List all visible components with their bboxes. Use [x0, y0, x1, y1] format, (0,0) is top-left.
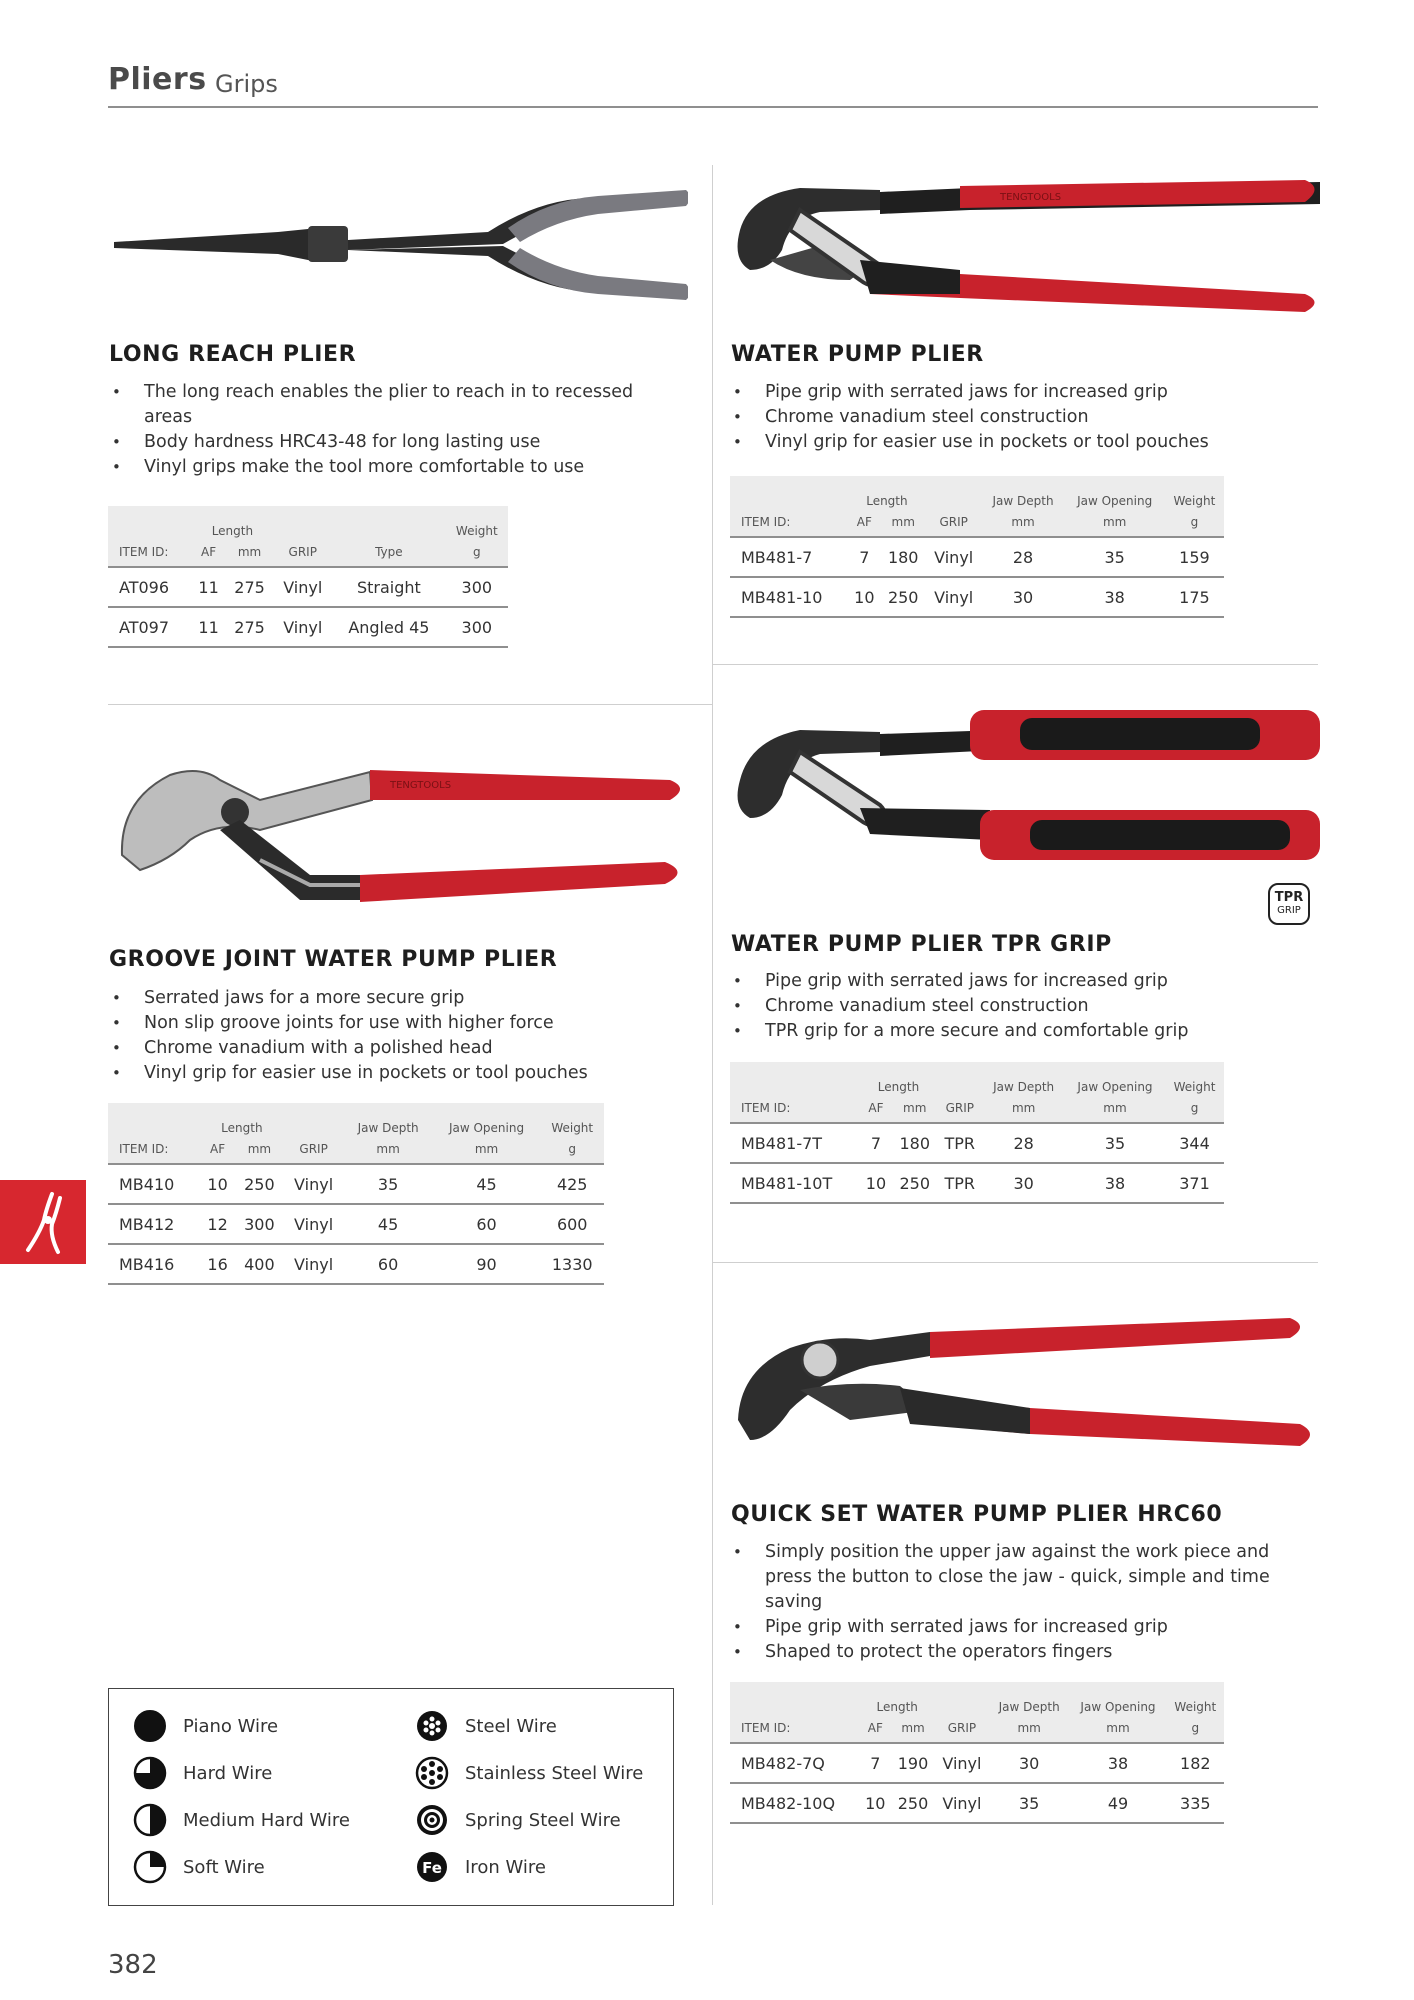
table-cell: 28	[982, 1123, 1065, 1163]
table-cell: 10	[860, 1783, 892, 1823]
badge-line: TPR	[1274, 890, 1304, 905]
hard-wire-icon	[133, 1756, 167, 1790]
table-cell: 250	[235, 1164, 284, 1204]
table-cell: MB482-10Q	[730, 1783, 860, 1823]
column-header: mm	[989, 1714, 1069, 1743]
column-header: g	[540, 1135, 604, 1164]
table-cell: 60	[433, 1204, 541, 1244]
table-cell: 60	[344, 1244, 433, 1284]
table-cell: 12	[200, 1204, 235, 1244]
feature-list-groove-joint	[110, 986, 670, 1086]
column-header: ITEM ID:	[108, 538, 191, 567]
table-row	[730, 577, 1224, 617]
section-divider	[712, 664, 1318, 665]
table-cell: Vinyl	[935, 1743, 989, 1783]
table-row	[108, 1164, 604, 1204]
column-header: mm	[235, 1135, 284, 1164]
column-header: AF	[848, 508, 881, 537]
table-cell: 45	[344, 1204, 433, 1244]
table-cell: 275	[226, 607, 274, 647]
table-cell: Vinyl	[935, 1783, 989, 1823]
badge-line: GRIP	[1277, 905, 1301, 916]
table-cell: 250	[891, 1783, 935, 1823]
feature-list-tpr-grip	[731, 969, 1301, 1044]
feature-item: • Shaped to protect the operators fingers	[731, 1640, 1301, 1665]
table-cell: 90	[433, 1244, 541, 1284]
spring-steel-wire-icon	[415, 1803, 449, 1837]
column-header: AF	[200, 1135, 235, 1164]
table-cell: 35	[1065, 1123, 1165, 1163]
column-header: AF	[860, 1714, 892, 1743]
svg-text:TENGTOOLS: TENGTOOLS	[1000, 192, 1062, 203]
spec-table-water-pump	[730, 476, 1224, 618]
tpr-grip-plier-image	[730, 700, 1320, 870]
table-cell: 600	[540, 1204, 604, 1244]
section-title-tpr-grip: WATER PUMP PLIER TPR GRIP	[731, 932, 1112, 957]
legend-item-iron-wire	[415, 1850, 546, 1884]
table-row	[730, 1123, 1224, 1163]
feature-list-quick-set	[731, 1540, 1301, 1665]
table-cell: Vinyl	[926, 577, 982, 617]
stainless-steel-wire-icon	[415, 1756, 449, 1790]
legend-label: Spring Steel Wire	[465, 1809, 621, 1831]
table-cell: Vinyl	[284, 1164, 344, 1204]
table-cell: 10	[860, 1163, 892, 1203]
column-header: mm	[1065, 508, 1165, 537]
table-cell: AT097	[108, 607, 191, 647]
section-title-water-pump: WATER PUMP PLIER	[731, 342, 984, 367]
legend-label: Iron Wire	[465, 1856, 546, 1878]
spec-table-tpr-grip	[730, 1062, 1224, 1204]
pliers-icon	[0, 1180, 86, 1264]
table-cell: 400	[235, 1244, 284, 1284]
steel-wire-icon	[415, 1709, 449, 1743]
column-header: mm	[226, 538, 274, 567]
table-cell: 7	[848, 537, 881, 577]
table-row	[108, 607, 508, 647]
table-cell: 250	[881, 577, 926, 617]
legend-item-soft-wire	[133, 1850, 265, 1884]
table-cell: 250	[892, 1163, 937, 1203]
section-title-quick-set: QUICK SET WATER PUMP PLIER HRC60	[731, 1502, 1223, 1527]
legend-label: Soft Wire	[183, 1856, 265, 1878]
feature-item: • Vinyl grip for easier use in pockets or tool pouches	[110, 1061, 670, 1086]
page-title: Pliers	[108, 62, 207, 97]
feature-item: • Vinyl grips make the tool more comfortable to use	[110, 455, 670, 480]
column-group-weight: Weight	[446, 506, 508, 538]
table-row	[108, 1244, 604, 1284]
column-header: mm	[982, 1094, 1065, 1123]
table-cell: MB416	[108, 1244, 200, 1284]
column-header: g	[1165, 508, 1224, 537]
column-header: ITEM ID:	[730, 1714, 860, 1743]
feature-item: • The long reach enables the plier to reach in to recessed areas	[110, 380, 670, 430]
table-cell: MB410	[108, 1164, 200, 1204]
table-cell: TPR	[937, 1163, 982, 1203]
column-group-length: Length	[860, 1062, 938, 1094]
tpr-grip-badge	[1268, 883, 1310, 925]
piano-wire-icon	[133, 1709, 167, 1743]
table-cell: Vinyl	[273, 567, 332, 607]
column-header: ITEM ID:	[108, 1135, 200, 1164]
table-cell: 335	[1167, 1783, 1224, 1823]
spec-table-groove-joint	[108, 1103, 604, 1285]
feature-item: • Pipe grip with serrated jaws for increased grip	[731, 1615, 1301, 1640]
table-cell: 35	[344, 1164, 433, 1204]
column-header: mm	[881, 508, 926, 537]
legend-item-stainless-steel-wire	[415, 1756, 643, 1790]
page-number: 382	[108, 1950, 158, 1980]
column-group-length: Length	[860, 1682, 935, 1714]
legend-item-medium-hard-wire	[133, 1803, 350, 1837]
column-group-jaw-opening: Jaw Opening	[1069, 1682, 1166, 1714]
soft-wire-icon	[133, 1850, 167, 1884]
groove-joint-plier-image	[110, 760, 690, 910]
table-cell: TPR	[937, 1123, 982, 1163]
table-cell: 10	[200, 1164, 235, 1204]
feature-list-long-reach	[110, 380, 670, 480]
table-row	[108, 1204, 604, 1244]
table-row	[730, 1743, 1224, 1783]
column-header: GRIP	[273, 538, 332, 567]
legend-item-hard-wire	[133, 1756, 272, 1790]
feature-list-water-pump	[731, 380, 1301, 455]
table-cell: Vinyl	[273, 607, 332, 647]
column-header: GRIP	[937, 1094, 982, 1123]
legend-item-steel-wire	[415, 1709, 557, 1743]
table-cell: 35	[989, 1783, 1069, 1823]
column-header: ITEM ID:	[730, 508, 848, 537]
column-group-jaw-depth: Jaw Depth	[989, 1682, 1069, 1714]
column-header: mm	[433, 1135, 541, 1164]
table-cell: 35	[1065, 537, 1165, 577]
table-cell: 1330	[540, 1244, 604, 1284]
legend-label: Hard Wire	[183, 1762, 273, 1784]
table-cell: 300	[235, 1204, 284, 1244]
legend-label: Piano Wire	[183, 1715, 279, 1737]
table-cell: MB481-10	[730, 577, 848, 617]
table-cell: 371	[1165, 1163, 1224, 1203]
table-cell: Vinyl	[926, 537, 982, 577]
column-header: mm	[892, 1094, 937, 1123]
page-subtitle: Grips	[215, 70, 278, 98]
column-group-weight: Weight	[1165, 1062, 1224, 1094]
long-reach-plier-image	[108, 170, 688, 320]
table-cell: 38	[1069, 1743, 1166, 1783]
section-divider	[712, 1262, 1318, 1263]
column-header: mm	[1069, 1714, 1166, 1743]
column-header: AF	[860, 1094, 892, 1123]
table-cell: 175	[1165, 577, 1224, 617]
column-header: g	[1167, 1714, 1224, 1743]
table-cell: 275	[226, 567, 274, 607]
table-cell: MB412	[108, 1204, 200, 1244]
table-cell: 28	[982, 537, 1065, 577]
column-group-length: Length	[200, 1103, 284, 1135]
table-cell: 425	[540, 1164, 604, 1204]
table-cell: 45	[433, 1164, 541, 1204]
legend-item-piano-wire	[133, 1709, 278, 1743]
feature-item: • Vinyl grip for easier use in pockets or tool pouches	[731, 430, 1301, 455]
feature-item: • Pipe grip with serrated jaws for increased grip	[731, 969, 1301, 994]
column-header: mm	[1065, 1094, 1165, 1123]
table-cell: 300	[446, 567, 508, 607]
table-cell: 182	[1167, 1743, 1224, 1783]
table-cell: MB481-10T	[730, 1163, 860, 1203]
feature-item: • Chrome vanadium with a polished head	[110, 1036, 670, 1061]
table-cell: 190	[891, 1743, 935, 1783]
table-cell: 30	[982, 577, 1065, 617]
medium-hard-wire-icon	[133, 1803, 167, 1837]
table-cell: 11	[191, 567, 225, 607]
quick-set-plier-image	[730, 1300, 1320, 1470]
column-header: g	[446, 538, 508, 567]
table-row	[730, 1163, 1224, 1203]
column-header: mm	[344, 1135, 433, 1164]
table-cell: 300	[446, 607, 508, 647]
table-cell: 11	[191, 607, 225, 647]
column-header: GRIP	[284, 1135, 344, 1164]
column-header: mm	[891, 1714, 935, 1743]
column-group-jaw-depth: Jaw Depth	[982, 476, 1065, 508]
table-row	[730, 537, 1224, 577]
table-row	[108, 567, 508, 607]
feature-item: • Serrated jaws for a more secure grip	[110, 986, 670, 1011]
column-group-weight: Weight	[540, 1103, 604, 1135]
column-group-length: Length	[191, 506, 273, 538]
table-cell: 30	[982, 1163, 1065, 1203]
section-divider	[108, 704, 712, 705]
feature-item: • Simply position the upper jaw against the work piece and press the button to close the jaw - quick, simple and time saving	[731, 1540, 1301, 1615]
column-header: Type	[332, 538, 446, 567]
column-group-length: Length	[848, 476, 926, 508]
iron-symbol: Fe	[422, 1859, 442, 1877]
section-title-long-reach: LONG REACH PLIER	[109, 342, 357, 367]
table-cell: MB482-7Q	[730, 1743, 860, 1783]
table-cell: 38	[1065, 577, 1165, 617]
column-group-weight: Weight	[1165, 476, 1224, 508]
feature-item: • Pipe grip with serrated jaws for increased grip	[731, 380, 1301, 405]
spec-table-quick-set	[730, 1682, 1224, 1824]
table-cell: 16	[200, 1244, 235, 1284]
table-cell: 38	[1065, 1163, 1165, 1203]
table-cell: 180	[881, 537, 926, 577]
spec-table-long-reach	[108, 506, 508, 648]
table-cell: 49	[1069, 1783, 1166, 1823]
feature-item: • Body hardness HRC43-48 for long lasting use	[110, 430, 670, 455]
table-cell: 344	[1165, 1123, 1224, 1163]
column-group-jaw-depth: Jaw Depth	[982, 1062, 1065, 1094]
table-cell: 7	[860, 1123, 892, 1163]
table-cell: 30	[989, 1743, 1069, 1783]
section-title-groove-joint: GROOVE JOINT WATER PUMP PLIER	[109, 947, 558, 972]
feature-item: • Chrome vanadium steel construction	[731, 405, 1301, 430]
iron-wire-icon	[415, 1850, 449, 1884]
table-cell: 7	[860, 1743, 892, 1783]
column-group-jaw-opening: Jaw Opening	[1065, 476, 1165, 508]
header-rule	[108, 106, 1318, 108]
table-cell: 159	[1165, 537, 1224, 577]
table-cell: 10	[848, 577, 881, 617]
water-pump-plier-image	[730, 170, 1320, 320]
feature-item: • Chrome vanadium steel construction	[731, 994, 1301, 1019]
column-header: g	[1165, 1094, 1224, 1123]
column-header: mm	[982, 508, 1065, 537]
table-row	[730, 1783, 1224, 1823]
table-cell: MB481-7T	[730, 1123, 860, 1163]
feature-item: • Non slip groove joints for use with higher force	[110, 1011, 670, 1036]
svg-text:TENGTOOLS: TENGTOOLS	[390, 780, 452, 791]
table-cell: AT096	[108, 567, 191, 607]
column-header: GRIP	[926, 508, 982, 537]
table-cell: Vinyl	[284, 1244, 344, 1284]
table-cell: MB481-7	[730, 537, 848, 577]
feature-item: • TPR grip for a more secure and comfortable grip	[731, 1019, 1301, 1044]
legend-label: Stainless Steel Wire	[465, 1762, 644, 1784]
column-group-jaw-opening: Jaw Opening	[1065, 1062, 1165, 1094]
table-cell: Straight	[332, 567, 446, 607]
table-cell: Vinyl	[284, 1204, 344, 1244]
table-cell: 180	[892, 1123, 937, 1163]
table-cell: Angled 45	[332, 607, 446, 647]
category-side-tab	[0, 1180, 86, 1264]
column-header: AF	[191, 538, 225, 567]
legend-item-spring-steel-wire	[415, 1803, 621, 1837]
column-group-weight: Weight	[1167, 1682, 1224, 1714]
column-header: GRIP	[935, 1714, 989, 1743]
column-divider	[712, 165, 713, 1905]
column-group-jaw-opening: Jaw Opening	[433, 1103, 541, 1135]
column-group-jaw-depth: Jaw Depth	[344, 1103, 433, 1135]
column-header: ITEM ID:	[730, 1094, 860, 1123]
legend-label: Steel Wire	[465, 1715, 557, 1737]
legend-label: Medium Hard Wire	[183, 1809, 350, 1831]
wire-type-legend	[108, 1688, 674, 1906]
